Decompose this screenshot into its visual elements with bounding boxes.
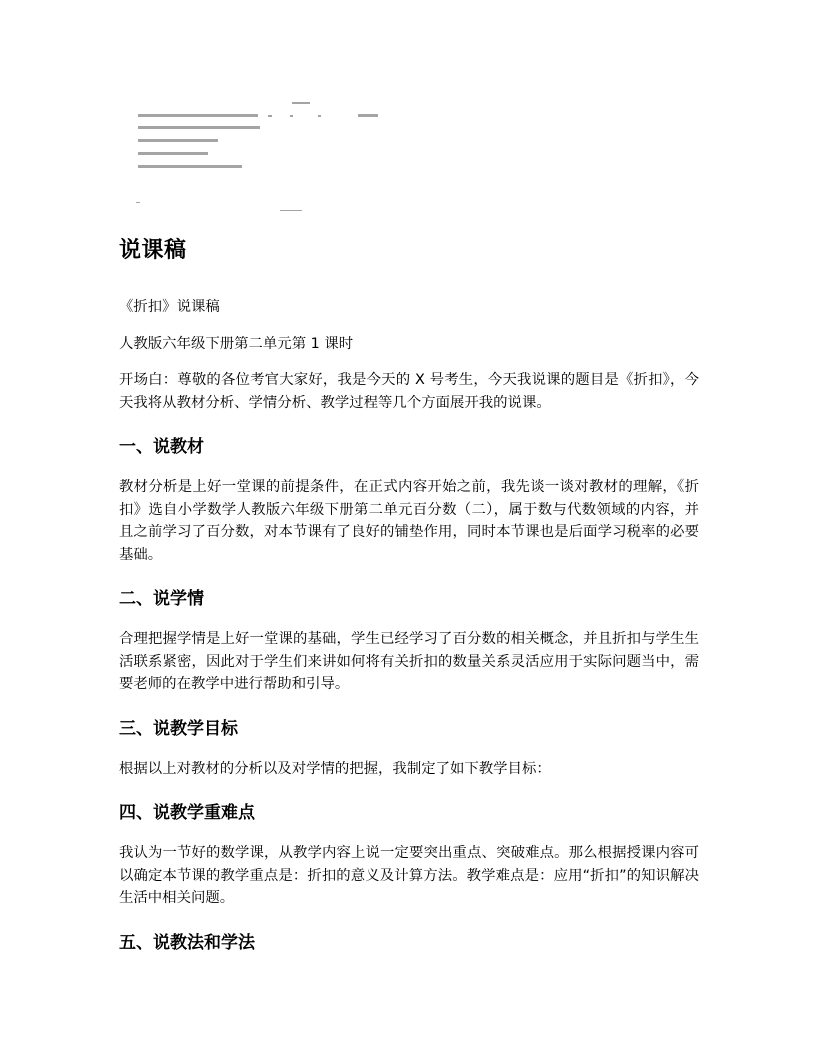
section-body-students: 合理把握学情是上好一堂课的基础，学生已经学习了百分数的相关概念，并且折扣与学生生活联系紧密，因此对于学生们来讲如何将有关折扣的数量关系灵活应用于实际问题当中，需要老师的在教学中进行帮助和引导。 <box>119 631 699 692</box>
section-heading-textbook: 一、说教材 <box>119 437 204 457</box>
section-heading-objectives: 三、说教学目标 <box>119 718 238 739</box>
document-subtitle: 《折扣》说课稿 <box>119 299 220 315</box>
section-heading-key-points: 四、说教学重难点 <box>119 803 255 823</box>
edition-line: 人教版六年级下册第二单元第 1 课时 <box>119 335 354 352</box>
section-body-key-points: 我认为一节好的数学课，从教学内容上说一定要突出重点、突破难点。那么根据授课内容可以确定本节课的教学重点是：折扣的意义及计算方法。教学难点是：应用“折扣”的知识解决生活中相关问题。 <box>119 845 699 906</box>
section-heading-methods: 五、说教法和学法 <box>119 932 255 953</box>
section-body-objectives: 根据以上对教材的分析以及对学情的把握，我制定了如下教学目标： <box>119 760 551 777</box>
opening-paragraph: 开场白：尊敬的各位考官大家好，我是今天的 X 号考生，今天我说课的题目是《折扣》，今天我将从教材分析、学情分析、教学过程等几个方面展开我的说课。 <box>119 372 699 411</box>
document-body <box>119 234 699 972</box>
document-title: 说课稿 <box>119 238 187 263</box>
section-heading-students: 二、说学情 <box>119 589 204 609</box>
blurred-scan-graphic <box>118 96 398 216</box>
section-body-textbook: 教材分析是上好一堂课的前提条件，在正式内容开始之前，我先谈一谈对教材的理解，《折扣》选自小学数学人教版六年级下册第二单元百分数（二），属于数与代数领域的内容，并且之前学习了百分数，对本节课有了良好的铺垫作用，同时本节课也是后面学习税率的必要基础。 <box>119 479 699 563</box>
scanned-header-image <box>118 96 398 216</box>
